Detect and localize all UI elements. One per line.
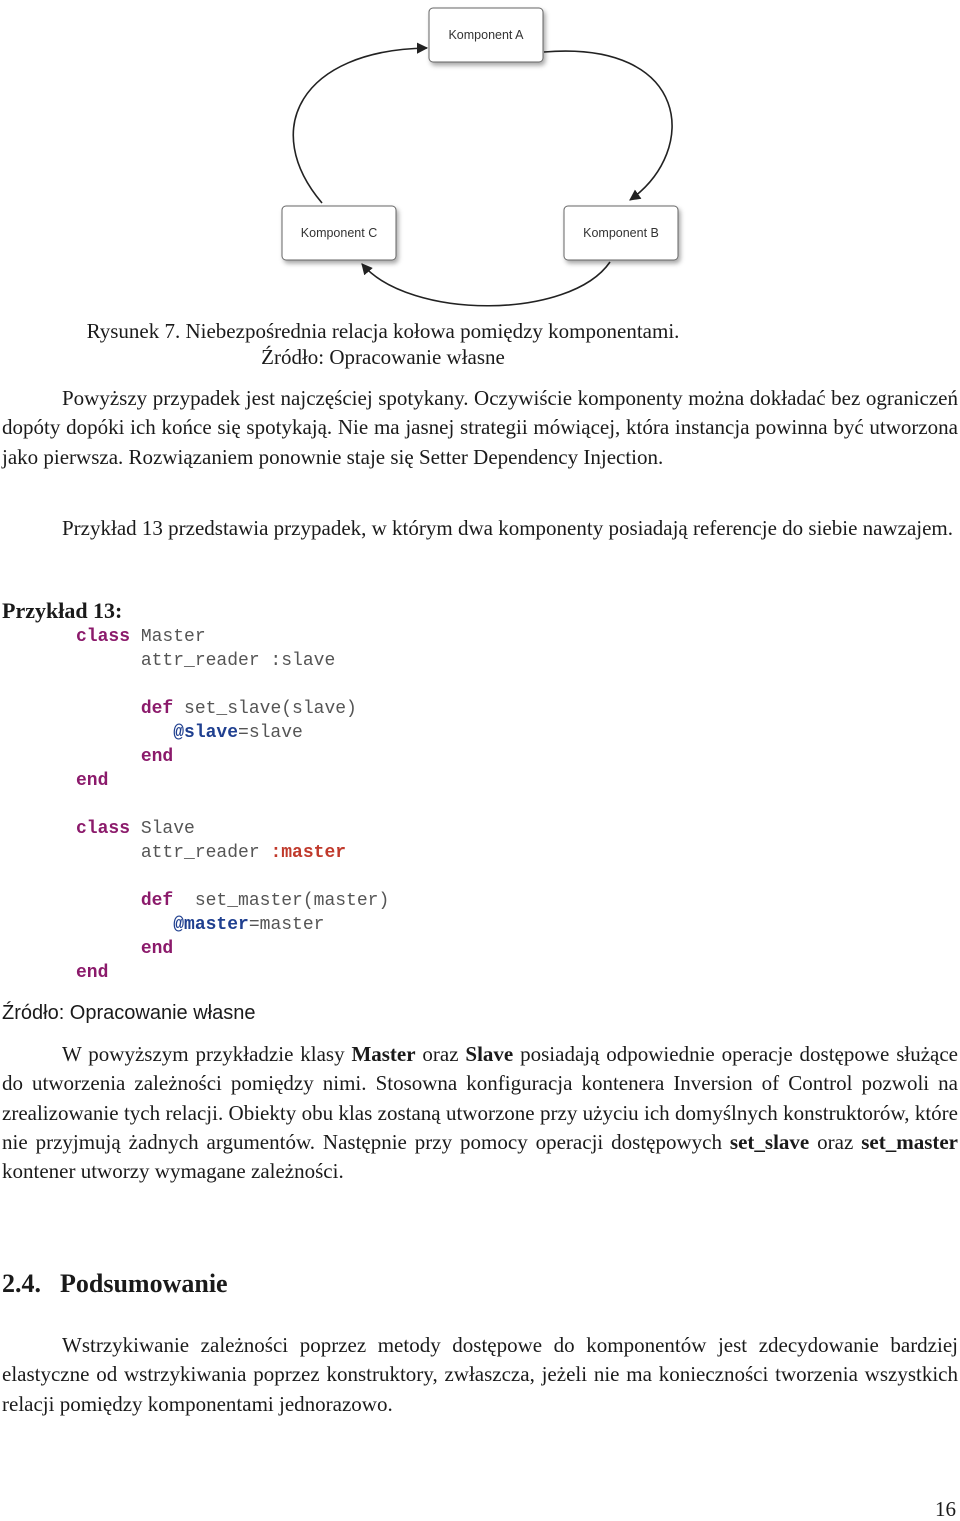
text-run: posiadają odpowiednie operacje dostępowe służące do utworzenia zależności pomiędzy nimi. Stosowna konfiguracja kontenera Inversion of Control pozwoli na zrealizowanie tych relacji. Obiekty obu klas zostaną utworzone przy użyciu ich domyślnych konstruktorów, które nie przyjmują żadnych argumentów. Następnie przy pomocy operacji dostępowych [2, 1042, 959, 1154]
code-assignment: =master [248, 915, 325, 935]
paragraph-circular-case: Powyższy przypadek jest najczęściej spotykany. Oczywiście komponenty można dokładać bez ograniczeń dopóty dopóki ich końce się spotykają. Nie ma jasnej strategii mówiącej, która instancja powinna być utworzona jako pierwsza. Rozwiązaniem ponownie staje się Setter Dependency Injection. [2, 386, 958, 469]
section-heading [2, 1268, 228, 1300]
code-keyword: end [76, 963, 109, 983]
edge-a-to-b [544, 51, 672, 200]
code-class-name: Master [140, 627, 206, 647]
text-run: W powyższym przykładzie klasy [62, 1042, 352, 1066]
node-komponent-b [564, 206, 678, 260]
figure-source: Źródło: Opracowanie własne [261, 345, 505, 369]
code-attr-reader: attr_reader :slave [140, 651, 336, 671]
method-name-set-slave: set_slave [729, 1129, 810, 1154]
section-title: Podsumowanie [60, 1269, 228, 1298]
code-class-name: Slave [140, 819, 195, 839]
code-keyword: end [76, 771, 109, 791]
code-keyword: end [140, 747, 174, 767]
figure-caption: Rysunek 7. Niebezpośrednia relacja kołowa pomiędzy komponentami. [86, 319, 680, 343]
text-run: kontener utworzy wymagane zależności. [2, 1159, 344, 1184]
node-label: Komponent C [300, 226, 378, 240]
code-assignment: =slave [238, 723, 303, 743]
code-block-master [76, 625, 357, 793]
cycle-diagram [0, 0, 960, 320]
section-number: 2.4. [2, 1269, 41, 1298]
paragraph-example-explanation [2, 1040, 958, 1186]
code-attr-reader: attr_reader [140, 843, 271, 863]
edge-b-to-c [362, 262, 610, 306]
node-komponent-c [282, 206, 396, 260]
node-label: Komponent B [583, 226, 659, 240]
code-keyword: class [76, 627, 131, 647]
code-keyword: class [76, 819, 131, 839]
class-name-master: Master [351, 1042, 416, 1066]
node-label: Komponent A [448, 28, 524, 42]
code-keyword: end [140, 939, 174, 959]
example-source: Źródło: Opracowanie własne [2, 1002, 256, 1024]
code-keyword: def [140, 699, 174, 719]
example-label: Przykład 13: [2, 598, 123, 623]
method-name-set-master: set_master [861, 1129, 959, 1154]
text-run: oraz [809, 1129, 862, 1154]
code-block-slave [76, 817, 389, 985]
code-keyword: def [140, 891, 174, 911]
code-instance-variable: @master [173, 915, 249, 935]
edge-c-to-a [293, 48, 427, 203]
page-number: 16 [935, 1497, 956, 1521]
class-name-slave: Slave [465, 1042, 514, 1066]
code-method-signature: set_master(master) [194, 891, 390, 911]
node-komponent-a [429, 8, 543, 62]
paragraph-example-intro: Przykład 13 przedstawia przypadek, w którym dwa komponenty posiadają referencje do siebie nawzajem. [62, 516, 954, 540]
text-run: oraz [415, 1042, 466, 1066]
code-method-signature: set_slave(slave) [184, 699, 357, 719]
paragraph-summary: Wstrzykiwanie zależności poprzez metody dostępowe do komponentów jest zdecydowanie bardziej elastyczne od wstrzykiwania poprzez konstruktory, zwłaszcza, jeżeli nie ma konieczności tworzenia wszystkich relacji pomiędzy komponentami jednorazowo. [2, 1333, 958, 1416]
code-instance-variable: @slave [173, 723, 239, 743]
code-symbol: :master [270, 843, 347, 863]
